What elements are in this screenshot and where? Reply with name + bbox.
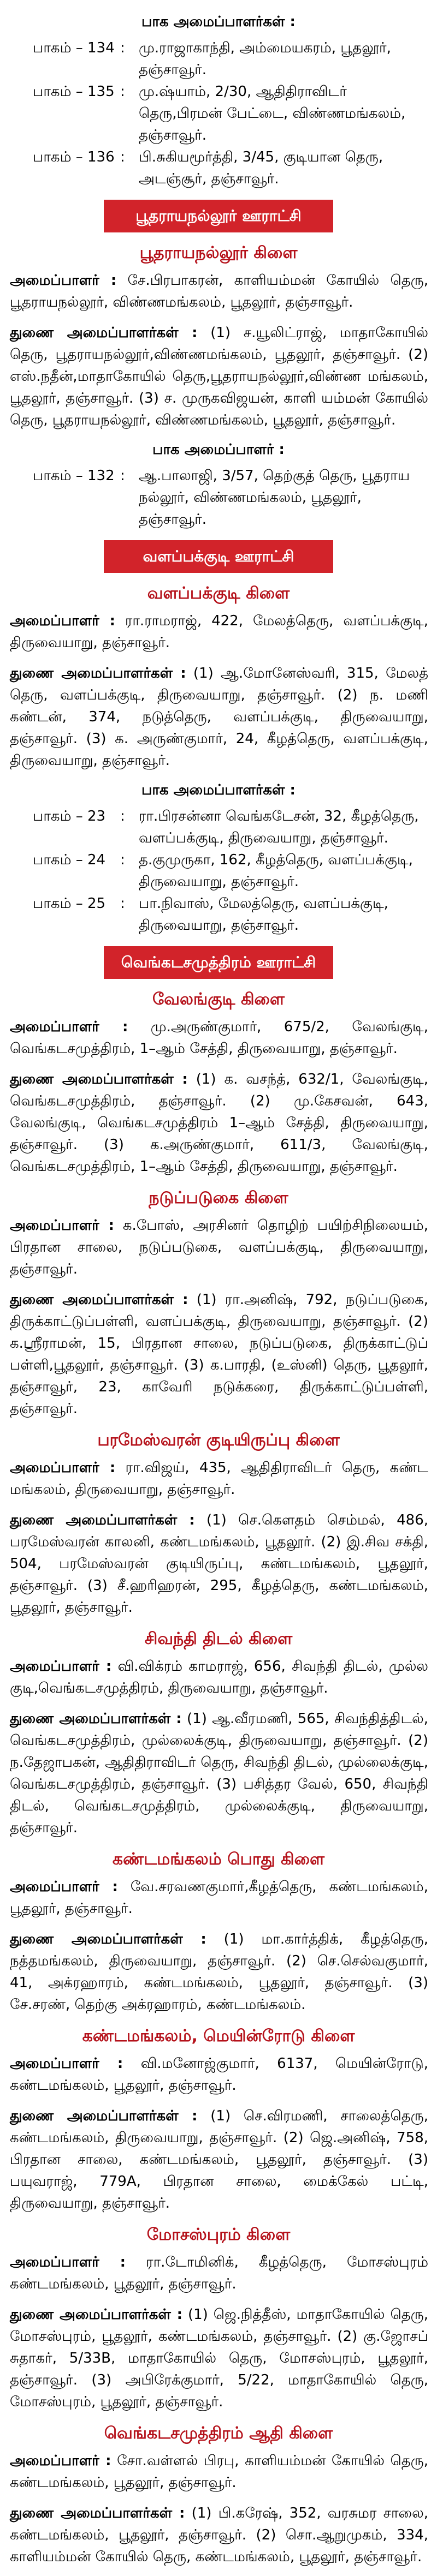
secretary-key: அமைப்பாளர் : xyxy=(10,1217,114,1234)
part-colon: : xyxy=(120,468,125,484)
branch-title: வேலங்குடி கிளை xyxy=(152,990,285,1009)
panchayat-banner: வெங்கடசமுத்திரம் ஊராட்சி xyxy=(104,946,333,979)
deputies-value: (1) மா.கார்த்திக், கீழத்தெரு, நத்தமங்கலம், திருவையாறு, தஞ்சாவூர். (2) செ.செல்வகுமார், 41, அக்ரஹாரம், கண்டமங்கலம், பூதலூர், தஞ்சாவூர். (3) சே.சரண், தெற்கு அக்ரஹாரம், கண்டமங்கலம். xyxy=(10,1931,428,2013)
secretary-key: அமைப்பாளர் : xyxy=(10,2055,123,2072)
parts-heading-3: பாக அமைப்பாளர்கள் : xyxy=(141,782,296,798)
part-label: பாகம் – 135 xyxy=(33,83,115,100)
branch-title: பரமேஸ்வரன் குடியிருப்பு கிளை xyxy=(97,1431,340,1450)
deputies-value: (1) ஆ.மோனேஸ்வரி, 315, மேலத் தெரு, வளப்பக்குடி, திருவையாறு, தஞ்சாவூர். (2) ந. மணி கண்டன், 374, நடுத்தெரு, வளப்பக்குடி, திருவையாறு, தஞ்சாவூர். (3) க. அருண்குமார், 24, கீழத்தெரு, வளப்பக்குடி, திருவையாறு, தஞ்சாவூர். xyxy=(10,665,429,769)
secretary-key: அமைப்பாளர் : xyxy=(10,2254,126,2270)
deputies-paragraph xyxy=(10,2502,428,2568)
deputies-paragraph xyxy=(10,2105,428,2214)
deputies-paragraph xyxy=(10,1289,428,1420)
part-row xyxy=(33,805,424,849)
secretary-key: அமைப்பாளர் : xyxy=(10,613,115,629)
secretary-value: வி.மனோஜ்குமார், 6137, மெயின்ரோடு, கண்டமங்கலம், பூதலூர், தஞ்சாவூர். xyxy=(10,2055,428,2094)
part-colon: : xyxy=(120,895,125,912)
part-row xyxy=(33,81,424,146)
parts-heading-2: பாக அமைப்பாளர் : xyxy=(152,441,285,458)
secretary-value: ரா.விஜய், 435, ஆதிதிராவிடர் தெரு, கண்ட மங்கலம், திருவையாறு, தஞ்சாவூர். xyxy=(10,1460,428,1498)
deputies-value: (1) செ.கௌதம் செம்மல், 486, பரமேஸ்வரன் காலனி, கண்டமங்கலம், பூதலூர். (2) இ.சிவ சக்தி, 504, பரமேஸ்வரன் குடியிருப்பு, கண்டமங்கலம், பூதலூர், தஞ்சாவூர். (3) சீ.ஹரிஹரன், 295, கீழத்தெரு, கண்டமங்கலம், பூதலூர், தஞ்சாவூர். xyxy=(10,1512,428,1616)
part-text: ஆ.பாலாஜி, 3/57, தெற்குத் தெரு, பூதராய நல்லூர், விண்ணமங்கலம், பூதலூர், தஞ்சாவூர். xyxy=(139,468,410,528)
deputies-key: துணை அமைப்பாளர்கள் : xyxy=(10,1071,188,1087)
part-colon: : xyxy=(120,852,125,868)
branch-title: வளப்பக்குடி கிளை xyxy=(147,584,290,603)
deputies-key: துணை அமைப்பாளர்கள் : xyxy=(10,325,198,341)
deputies-paragraph xyxy=(10,1509,428,1618)
deputies-key: துணை அமைப்பாளர்கள் : xyxy=(10,1711,182,1727)
deputies-value: (1) ஆ.வீரமணி, 565, சிவந்தித்திடல், வெங்கடசமுத்திரம், முல்லைக்குடி, திருவையாறு, தஞ்சாவூர். (2) ந.தேஜாபகன், ஆதிதிராவிடர் தெரு, சிவந்தி திடல், முல்லைக்குடி, வெங்கடசமுத்திரம், தஞ்சாவூர். (3) பசித்தர வேல், 650, சிவந்தி திடல், வெங்கடசமுத்திரம், முல்லைக்குடி, திருவையாறு, தஞ்சாவூர். xyxy=(10,1711,428,1836)
part-row xyxy=(33,37,424,81)
part-label: பாகம் – 134 xyxy=(33,40,115,56)
secretary-paragraph xyxy=(10,270,428,313)
secretary-key: அமைப்பாளர் : xyxy=(10,1658,112,1675)
part-text: பி.சுகியமூர்த்தி, 3/45, குடியான தெரு, அடஞ்சூர், தஞ்சாவூர். xyxy=(139,149,383,187)
secretary-paragraph xyxy=(10,2450,428,2494)
part-label: பாகம் – 24 xyxy=(33,852,106,868)
secretary-value: வே.சரவணகுமார்,கீழத்தெரு, கண்டமங்கலம், பூதலூர், தஞ்சாவூர். xyxy=(10,1879,428,1917)
part-row xyxy=(33,465,424,530)
deputies-key: துணை அமைப்பாளர்கள் : xyxy=(10,1931,206,1947)
part-label: பாகம் – 23 xyxy=(33,808,106,824)
part-colon: : xyxy=(120,808,125,824)
parts-heading-1: பாக அமைப்பாளர்கள் : xyxy=(141,14,296,30)
deputies-value: (1) ச.யூலிட்ராஜ், மாதாகோயில் தெரு, பூதராயநல்லூர்,விண்ணமங்கலம், பூதலூர், தஞ்சாவூர். (2) எஸ்.நதீன்,மாதாகோயில் தெரு,பூதராயநல்லூர்,விண்ண மங்கலம், பூதலூர், தஞ்சாவூர். (3) ச. முருகவிஜயன், காளி யம்மன் கோயில் தெரு, பூதராயநல்லூர், விண்ணமங்கலம், பூதலூர், தஞ்சாவூர். xyxy=(10,325,428,428)
deputies-value: (1) ரா.அனிஷ், 792, நடுப்படுகை, திருக்காட்டுப்பள்ளி, வளப்பக்குடி, திருவையாறு, தஞ்சாவூர். (2) க.ஸ்ரீராமன், 15, பிரதான சாலை, நடுப்படுகை, திருக்காட்டுப் பள்ளி,பூதலூர், தஞ்சாவூர். (3) க.பாரதி, (உஸ்னி) தெரு, பூதலூர், தஞ்சாவூர், 23, காவேரி நடுக்கரை, திருக்காட்டுப்பள்ளி, தஞ்சாவூர். xyxy=(10,1292,428,1417)
deputies-key: துணை அமைப்பாளர்கள் : xyxy=(10,1512,195,1528)
secretary-key: அமைப்பாளர் : xyxy=(10,1879,118,1895)
branch-title: கண்டமங்கலம், மெயின்ரோடு கிளை xyxy=(82,2027,355,2046)
part-label: பாகம் – 25 xyxy=(33,895,106,912)
deputies-key: துணை அமைப்பாளர்கள் : xyxy=(10,2108,198,2124)
part-label: பாகம் – 132 xyxy=(33,468,115,484)
part-text: பா.நிவாஸ், மேலத்தெரு, வளப்பக்குடி, திருவையாறு, தஞ்சாவூர். xyxy=(139,895,388,934)
part-text: மு.ராஜாகாந்தி, அம்மையகரம், பூதலூர், தஞ்சாவூர். xyxy=(139,40,391,78)
part-label: பாகம் – 136 xyxy=(33,149,115,165)
secretary-value: மு.அருண்குமார், 675/2, வேலங்குடி, வெங்கடசமுத்திரம், 1–ஆம் சேத்தி, திருவையாறு, தஞ்சாவூர். xyxy=(10,1019,428,1057)
deputies-key: துணை அமைப்பாளர்கள் : xyxy=(10,2505,185,2521)
part-colon: : xyxy=(120,149,125,165)
branch-title: பூதராயநல்லூர் கிளை xyxy=(139,243,298,262)
deputies-key: துணை அமைப்பாளர்கள் : xyxy=(10,2306,182,2323)
part-row xyxy=(33,849,424,893)
secretary-paragraph xyxy=(10,2053,428,2096)
secretary-paragraph xyxy=(10,2251,428,2295)
secretary-paragraph xyxy=(10,1876,428,1920)
secretary-key: அமைப்பாளர் : xyxy=(10,272,117,289)
secretary-paragraph xyxy=(10,1655,428,1699)
secretary-paragraph xyxy=(10,1215,428,1280)
secretary-paragraph xyxy=(10,610,428,654)
branch-title: கண்டமங்கலம் பொது கிளை xyxy=(112,1850,325,1869)
parts-list-3 xyxy=(0,805,437,936)
part-text: மு.ஷ்யாம், 2/30, ஆதிதிராவிடர் தெரு,பிரமன் பேட்டை, விண்ணமங்கலம், தஞ்சாவூர். xyxy=(139,83,406,144)
branch-title: வெங்கடசமுத்திரம் ஆதி கிளை xyxy=(104,2424,333,2443)
deputies-value: (1) க. வசந்த், 632/1, வேலங்குடி, வெங்கடசமுத்திரம், தஞ்சாவூர். (2) மு.கேசவன், 643, வேலங்குடி, வெங்கடசமுத்திரம் 1–ஆம் சேத்தி, திருவையாறு, தஞ்சாவூர். (3) க.அருண்குமார், 611/3, வேலங்குடி, வெங்கடசமுத்திரம், 1–ஆம் சேத்தி, திருவையாறு, தஞ்சாவூர். xyxy=(10,1071,429,1175)
branch-title: சிவந்தி திடல் கிளை xyxy=(144,1629,293,1648)
secretary-value: ரா.டோமினிக், கீழத்தெரு, மோசஸ்புரம் கண்டமங்கலம், பூதலூர், தஞ்சாவூர். xyxy=(10,2254,428,2292)
parts-list-2 xyxy=(0,465,437,530)
deputies-paragraph xyxy=(10,2304,428,2413)
secretary-value: சோ.வள்ளல் பிரபு, காளியம்மன் கோயில் தெரு, கண்டமங்கலம், பூதலூர், தஞ்சாவூர். xyxy=(10,2453,429,2491)
deputies-value: (1) பி.கரேஷ், 352, வரசுமர சாலை, கண்டமங்கலம், பூதலூர், தஞ்சாவூர். (2) சொ.ஆறுமுகம், 334, காளியம்மன் கோயில் தெரு, கண்டமங்கலம், பூதலூர், தஞ்சாவூர். xyxy=(10,2505,428,2565)
panchayat-banner: வளப்பக்குடி ஊராட்சி xyxy=(104,540,333,573)
deputies-paragraph xyxy=(10,662,428,772)
part-colon: : xyxy=(120,40,125,56)
panchayat-banner: பூதராயநல்லூர் ஊராட்சி xyxy=(104,200,333,232)
secretary-value: சே.பிரபாகரன், காளியம்மன் கோயில் தெரு, பூதராயநல்லூர், விண்ணமங்கலம், பூதலூர், தஞ்சாவூர். xyxy=(10,272,429,310)
secretary-paragraph xyxy=(10,1016,428,1060)
part-text: த.குமுருகா, 162, கீழத்தெரு, வளப்பக்குடி, திருவையாறு, தஞ்சாவூர். xyxy=(139,852,413,890)
secretary-key: அமைப்பாளர் : xyxy=(10,1019,128,1035)
part-colon: : xyxy=(120,83,125,100)
deputies-paragraph xyxy=(10,1708,428,1839)
part-row xyxy=(33,146,424,190)
secretary-key: அமைப்பாளர் : xyxy=(10,1460,116,1476)
branch-title: நடுப்படுகை கிளை xyxy=(149,1188,288,1208)
secretary-key: அமைப்பாளர் : xyxy=(10,2453,111,2469)
deputies-paragraph xyxy=(10,1928,428,2016)
secretary-paragraph xyxy=(10,1457,428,1501)
secretary-value: வி.விக்ரம் காமராஜ், 656, சிவந்தி திடல், முல்ல குடி,வெங்கடசமுத்திரம், திருவையாறு, தஞ்சாவூர். xyxy=(10,1658,428,1696)
secretary-value: க.போஸ், அரசினர் தொழிற் பயிற்சிநிலையம், பிரதான சாலை, நடுப்படுகை, வளப்பக்குடி, திருவையாறு, தஞ்சாவூர். xyxy=(10,1217,428,1277)
deputies-value: (1) செ.விரமணி, சாலைத்தெரு, கண்டமங்கலம், திருவையாறு, தஞ்சாவூர். (2) ஜெ.அனிஷ், 758, பிரதான சாலை, கண்டமங்கலம், பூதலூர், தஞ்சாவூர். (3) பயுவராஜ், 779A, பிரதான சாலை, மைக்கேல் பட்டி, திருவையாறு, தஞ்சாவூர். xyxy=(10,2108,428,2212)
branch-title: மோசஸ்புரம் கிளை xyxy=(146,2225,291,2244)
part-text: ரா.பிரசன்னா வெங்கடேசன், 32, கீழத்தெரு, வளப்பக்குடி, திருவையாறு, தஞ்சாவூர். xyxy=(139,808,419,846)
deputies-key: துணை அமைப்பாளர்கள் : xyxy=(10,1292,188,1308)
deputies-key: துணை அமைப்பாளர்கள் : xyxy=(10,665,186,682)
secretary-value: ரா.ராமராஜ், 422, மேலத்தெரு, வளப்பக்குடி, திருவையாறு, தஞ்சாவூர். xyxy=(10,613,428,651)
parts-list-1 xyxy=(0,37,437,190)
deputies-paragraph xyxy=(10,1068,428,1178)
part-row xyxy=(33,893,424,936)
deputies-paragraph xyxy=(10,322,428,431)
deputies-value: (1) ஜெ.நித்தீஸ், மாதாகோயில் தெரு, மோசஸ்புரம், பூதலூர், கண்டமங்கலம், தஞ்சாவூர். (2) கு.ஜோசப் சுதாகர், 5/33B, மாதாகோயில் தெரு, மோசஸ்புரம், பூதலூர், தஞ்சாவூர். (3) அபிரேக்குமார், 5/22, மாதாகோயில் தெரு, மோசஸ்புரம், பூதலூர், தஞ்சாவூர். xyxy=(10,2306,429,2410)
